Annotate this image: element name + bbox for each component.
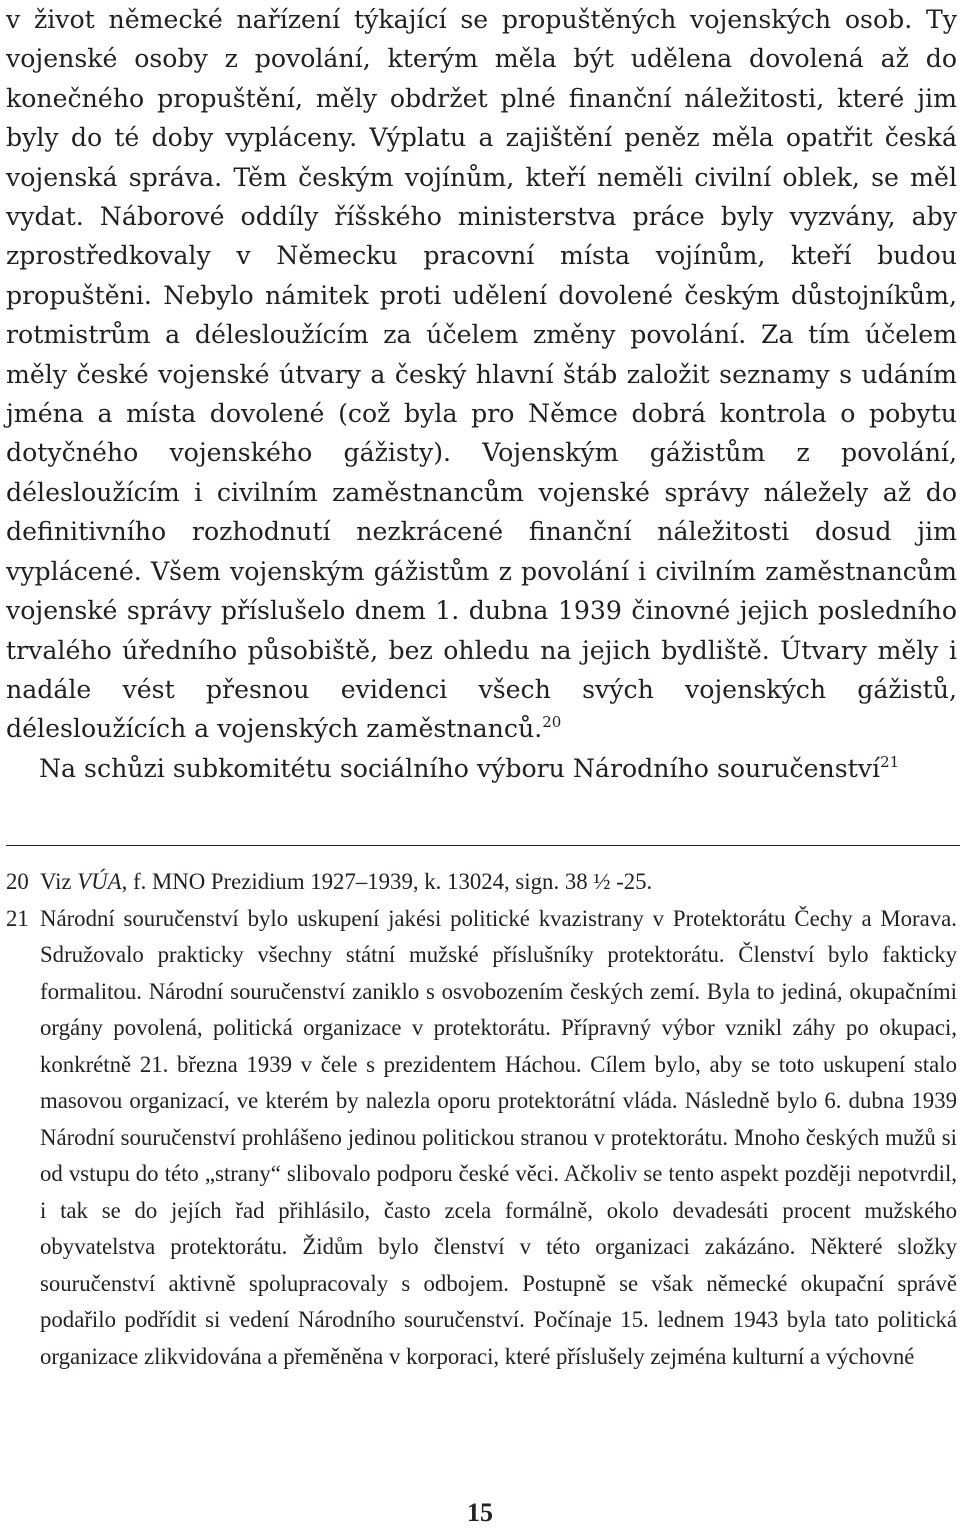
- footnote-number: 21: [6, 905, 29, 931]
- main-text: [6, 0, 957, 788]
- footnote-reference[interactable]: 21: [880, 752, 900, 771]
- paragraph: [6, 749, 957, 788]
- footnote-reference[interactable]: 20: [542, 713, 562, 732]
- page-number: 15: [467, 1498, 493, 1527]
- paragraph-text: v život německé nařízení týkající se propuštěných vojenských osob. Ty vojenské osoby z povolání, kterým měla být udělena dovolená až do konečného propuštění, měly obdržet plné finanční náležitosti, které jim byly do té doby vypláceny. Výplatu a zajištění peněz měla opatřit česká vojenská správa. Těm českým vojínům, kteří neměli civilní oblek, se měl vydat. Náborové oddíly říšského ministerstva práce byly vyzvány, aby zprostředkovaly v Německu pracovní místa vojínům, kteří budou propuštěni. Nebylo námitek proti udělení dovolené českým důstojníkům, rotmistrům a délesloužícím za účelem změny povolání. Za tím účelem měly české vojenské útvary a český hlavní štáb založit seznamy s udáním jména a místa dovolené (což byla pro Němce dobrá kontrola o pobytu dotyčného vojenského gážisty). Vojenským gážistům z povolání, délesloužícím i civilním zaměstnancům vojenské správy náležely až do definitivního rozhodnutí nezkrácené finanční náležitosti dosud jim vyplácené. Všem vojenským gážistům z povolání i civilním zaměstnancům vojenské správy příslušelo dnem 1. dubna 1939 činovné jejich posledního trvalého úředního působiště, bez ohledu na jejich bydliště. Útvary měly i nadále vést přesnou evidenci všech svých vojenských gážistů, délesloužících a vojenských zaměstnanců.: [6, 5, 957, 744]
- footnote-text-part: , f. MNO Prezidium 1927–1939, k. 13024, sign. 38 ½ -25.: [121, 869, 653, 894]
- paragraph: [6, 0, 957, 749]
- footnote: [6, 901, 957, 1376]
- footnote-number: 20: [6, 869, 29, 894]
- footnote-text-part: Viz: [40, 869, 78, 894]
- footnote-archive-abbreviation: VÚA: [77, 869, 122, 894]
- footnote-text: [40, 864, 957, 901]
- footnote: [6, 864, 957, 901]
- footnote-text: Národní souručenství bylo uskupení jakési politické kvazistrany v Protektorátu Čechy a Morava. Sdružovalo prakticky všechny státní mužské příslušníky protektorátu. Členství bylo fakticky formalitou. Národní souručenství zaniklo s osvobozením českých zemí. Byla to jediná, okupačními orgány povolená, politická organizace v protektorátu. Přípravný výbor vznikl záhy po okupaci, konkrétně 21. března 1939 v čele s prezidentem Háchou. Cílem bylo, aby se toto uskupení stalo masovou organizací, ve kterém by nalezla oporu protektorátní vláda. Následně bylo 6. dubna 1939 Národní souručenství prohlášeno jedinou politickou stranou v protektorátu. Mnoho českých mužů si od vstupu do této „strany“ slibovalo podporu české věci. Ačkoliv se tento aspekt později nepotvrdil, i tak se do jejích řad přihlásilo, často zcela formálně, okolo devadesáti procent mužského obyvatelstva protektorátu. Židům bylo členství v této organizaci zakázáno. Některé složky souručenství aktivně spolupracovaly s odbojem. Postupně se však německé okupační správě podařilo podřídit si vedení Národního souručenství. Počínaje 15. lednem 1943 byla tato politická organizace zlikvidována a přeměněna v korporaci, které příslušely zejména kulturní a výchovné: [40, 905, 957, 1369]
- footnote-divider: [6, 845, 960, 846]
- footnotes: [6, 864, 957, 1375]
- paragraph-text: Na schůzi subkomitétu sociálního výboru Národního souručenství: [39, 753, 881, 783]
